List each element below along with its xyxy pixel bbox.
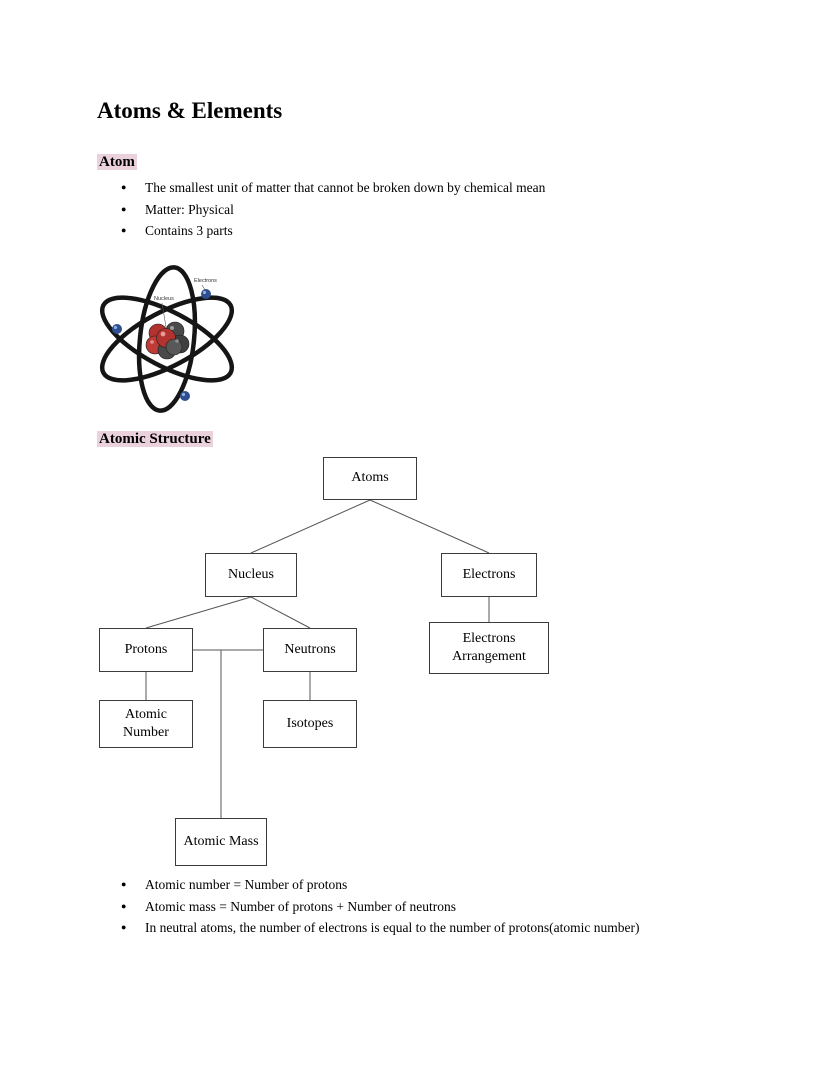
atomic-structure-heading-highlight: Atomic Structure bbox=[99, 431, 211, 447]
electrons-callout-line bbox=[202, 285, 205, 290]
list-item: ● Matter: Physical bbox=[97, 199, 675, 221]
connector-nucleus-neutrons bbox=[251, 597, 310, 628]
electron-shine bbox=[114, 326, 117, 329]
electron-sphere bbox=[112, 324, 122, 334]
connector-atoms-nucleus bbox=[251, 500, 370, 553]
nucleus-cluster bbox=[146, 322, 189, 359]
electron-shine bbox=[182, 393, 185, 396]
tree-node-atoms: Atoms bbox=[323, 457, 417, 500]
tree-node-isotopes: Isotopes bbox=[263, 700, 357, 748]
list-item: ● Atomic mass = Number of protons + Number of neutrons bbox=[97, 896, 675, 918]
tree-node-atomic-mass: Atomic Mass bbox=[175, 818, 267, 866]
neutron-sphere bbox=[166, 339, 182, 355]
list-item: ● Atomic number = Number of protons bbox=[97, 874, 675, 896]
list-item: ● Contains 3 parts bbox=[97, 220, 675, 242]
tree-node-nucleus: Nucleus bbox=[205, 553, 297, 597]
tree-node-neutrons: Neutrons bbox=[263, 628, 357, 672]
atom-heading-highlight: Atom bbox=[99, 154, 135, 170]
list-item: ● The smallest unit of matter that cannot be broken down by chemical mean bbox=[97, 177, 675, 199]
tree-node-electrons-arrangement: Electrons Arrangement bbox=[429, 622, 549, 674]
connector-nucleus-protons bbox=[146, 597, 251, 628]
list-item: ● In neutral atoms, the number of electrons is equal to the number of protons(atomic number) bbox=[97, 917, 675, 939]
electron-shine bbox=[203, 291, 206, 294]
page-title: Atoms & Elements bbox=[97, 98, 283, 123]
connector-atoms-electrons bbox=[370, 500, 489, 553]
electron-sphere bbox=[201, 289, 211, 299]
atomic-structure-heading bbox=[97, 431, 213, 448]
tree-node-protons: Protons bbox=[99, 628, 193, 672]
tree-node-atomic-number: Atomic Number bbox=[99, 700, 193, 748]
electron-sphere bbox=[180, 391, 190, 401]
tree-node-electrons: Electrons bbox=[441, 553, 537, 597]
electrons-label: Electrons bbox=[194, 278, 217, 284]
atom-bullet-list bbox=[97, 177, 675, 242]
nucleus-label: Nucleus bbox=[154, 296, 174, 302]
structure-bullet-list bbox=[97, 874, 675, 939]
atom-heading bbox=[97, 154, 137, 171]
atom-illustration bbox=[92, 252, 252, 422]
